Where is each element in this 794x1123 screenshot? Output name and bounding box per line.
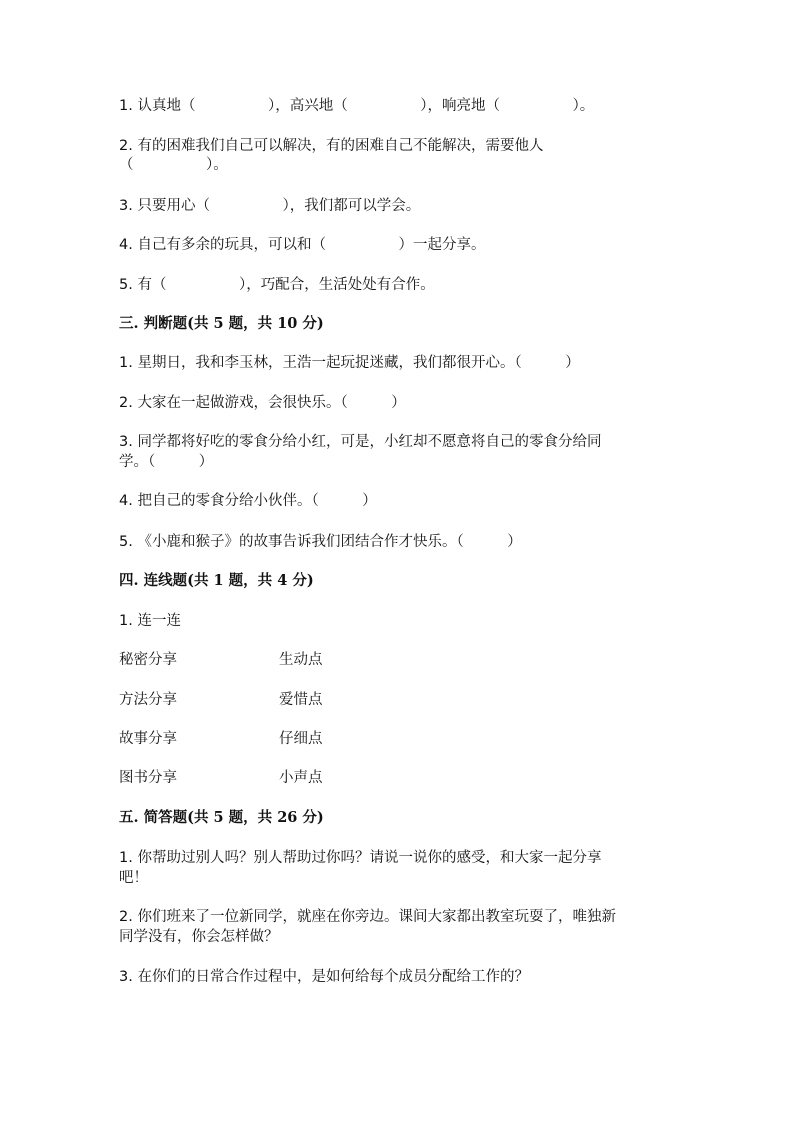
matching-right-item: 小声点 [279, 770, 323, 786]
short-answer-2-line1: 2. 你们班来了一位新同学，就座在你旁边。课间大家都出教室玩耍了，唯独新 [119, 909, 616, 925]
judge-question-3-line1: 3. 同学都将好吃的零食分给小红，可是，小红却不愿意将自己的零食分给同 [119, 434, 602, 450]
matching-right-item: 爱惜点 [279, 692, 323, 708]
matching-question-1: 1. 连一连 [119, 613, 181, 629]
matching-left-item: 方法分享 [119, 692, 177, 708]
judge-question-5: 5. 《小鹿和猴子》的故事告诉我们团结合作才快乐。（ ） [119, 534, 522, 550]
matching-left-item: 图书分享 [119, 770, 177, 786]
section-heading-short-answer: 五. 简答题(共 5 题，共 26 分) [119, 809, 324, 826]
matching-left-item: 秘密分享 [119, 652, 177, 668]
judge-question-3-line2: 学。（ ） [119, 454, 214, 470]
short-answer-1-line1: 1. 你帮助过别人吗？别人帮助过你吗？请说一说你的感受，和大家一起分享 [119, 850, 602, 866]
fill-question-4: 4. 自己有多余的玩具，可以和（ ）一起分享。 [119, 237, 486, 253]
judge-question-2: 2. 大家在一起做游戏，会很快乐。（ ） [119, 395, 406, 411]
matching-right-item: 仔细点 [279, 731, 323, 747]
judge-question-1: 1. 星期日，我和李玉林，王浩一起玩捉迷藏，我们都很开心。（ ） [119, 355, 580, 371]
section-heading-matching: 四. 连线题(共 1 题，共 4 分) [119, 572, 314, 589]
fill-question-2-line1: 2. 有的困难我们自己可以解决，有的困难自己不能解决，需要他人 [119, 138, 544, 154]
fill-question-5: 5. 有（ ），巧配合，生活处处有合作。 [119, 277, 435, 293]
short-answer-1-line2: 吧！ [119, 870, 148, 886]
fill-question-3: 3. 只要用心（ ），我们都可以学会。 [119, 198, 421, 214]
fill-question-2-line2: （ ）。 [119, 157, 228, 173]
short-answer-3: 3. 在你们的日常合作过程中，是如何给每个成员分配给工作的？ [119, 969, 529, 985]
fill-question-1: 1. 认真地（ ），高兴地（ ），响亮地（ ）。 [119, 98, 595, 114]
section-heading-judgement: 三. 判断题(共 5 题，共 10 分) [119, 315, 324, 332]
matching-left-item: 故事分享 [119, 731, 177, 747]
short-answer-2-line2: 同学没有，你会怎样做？ [119, 929, 279, 945]
judge-question-4: 4. 把自己的零食分给小伙伴。（ ） [119, 493, 377, 509]
matching-right-item: 生动点 [279, 652, 323, 668]
